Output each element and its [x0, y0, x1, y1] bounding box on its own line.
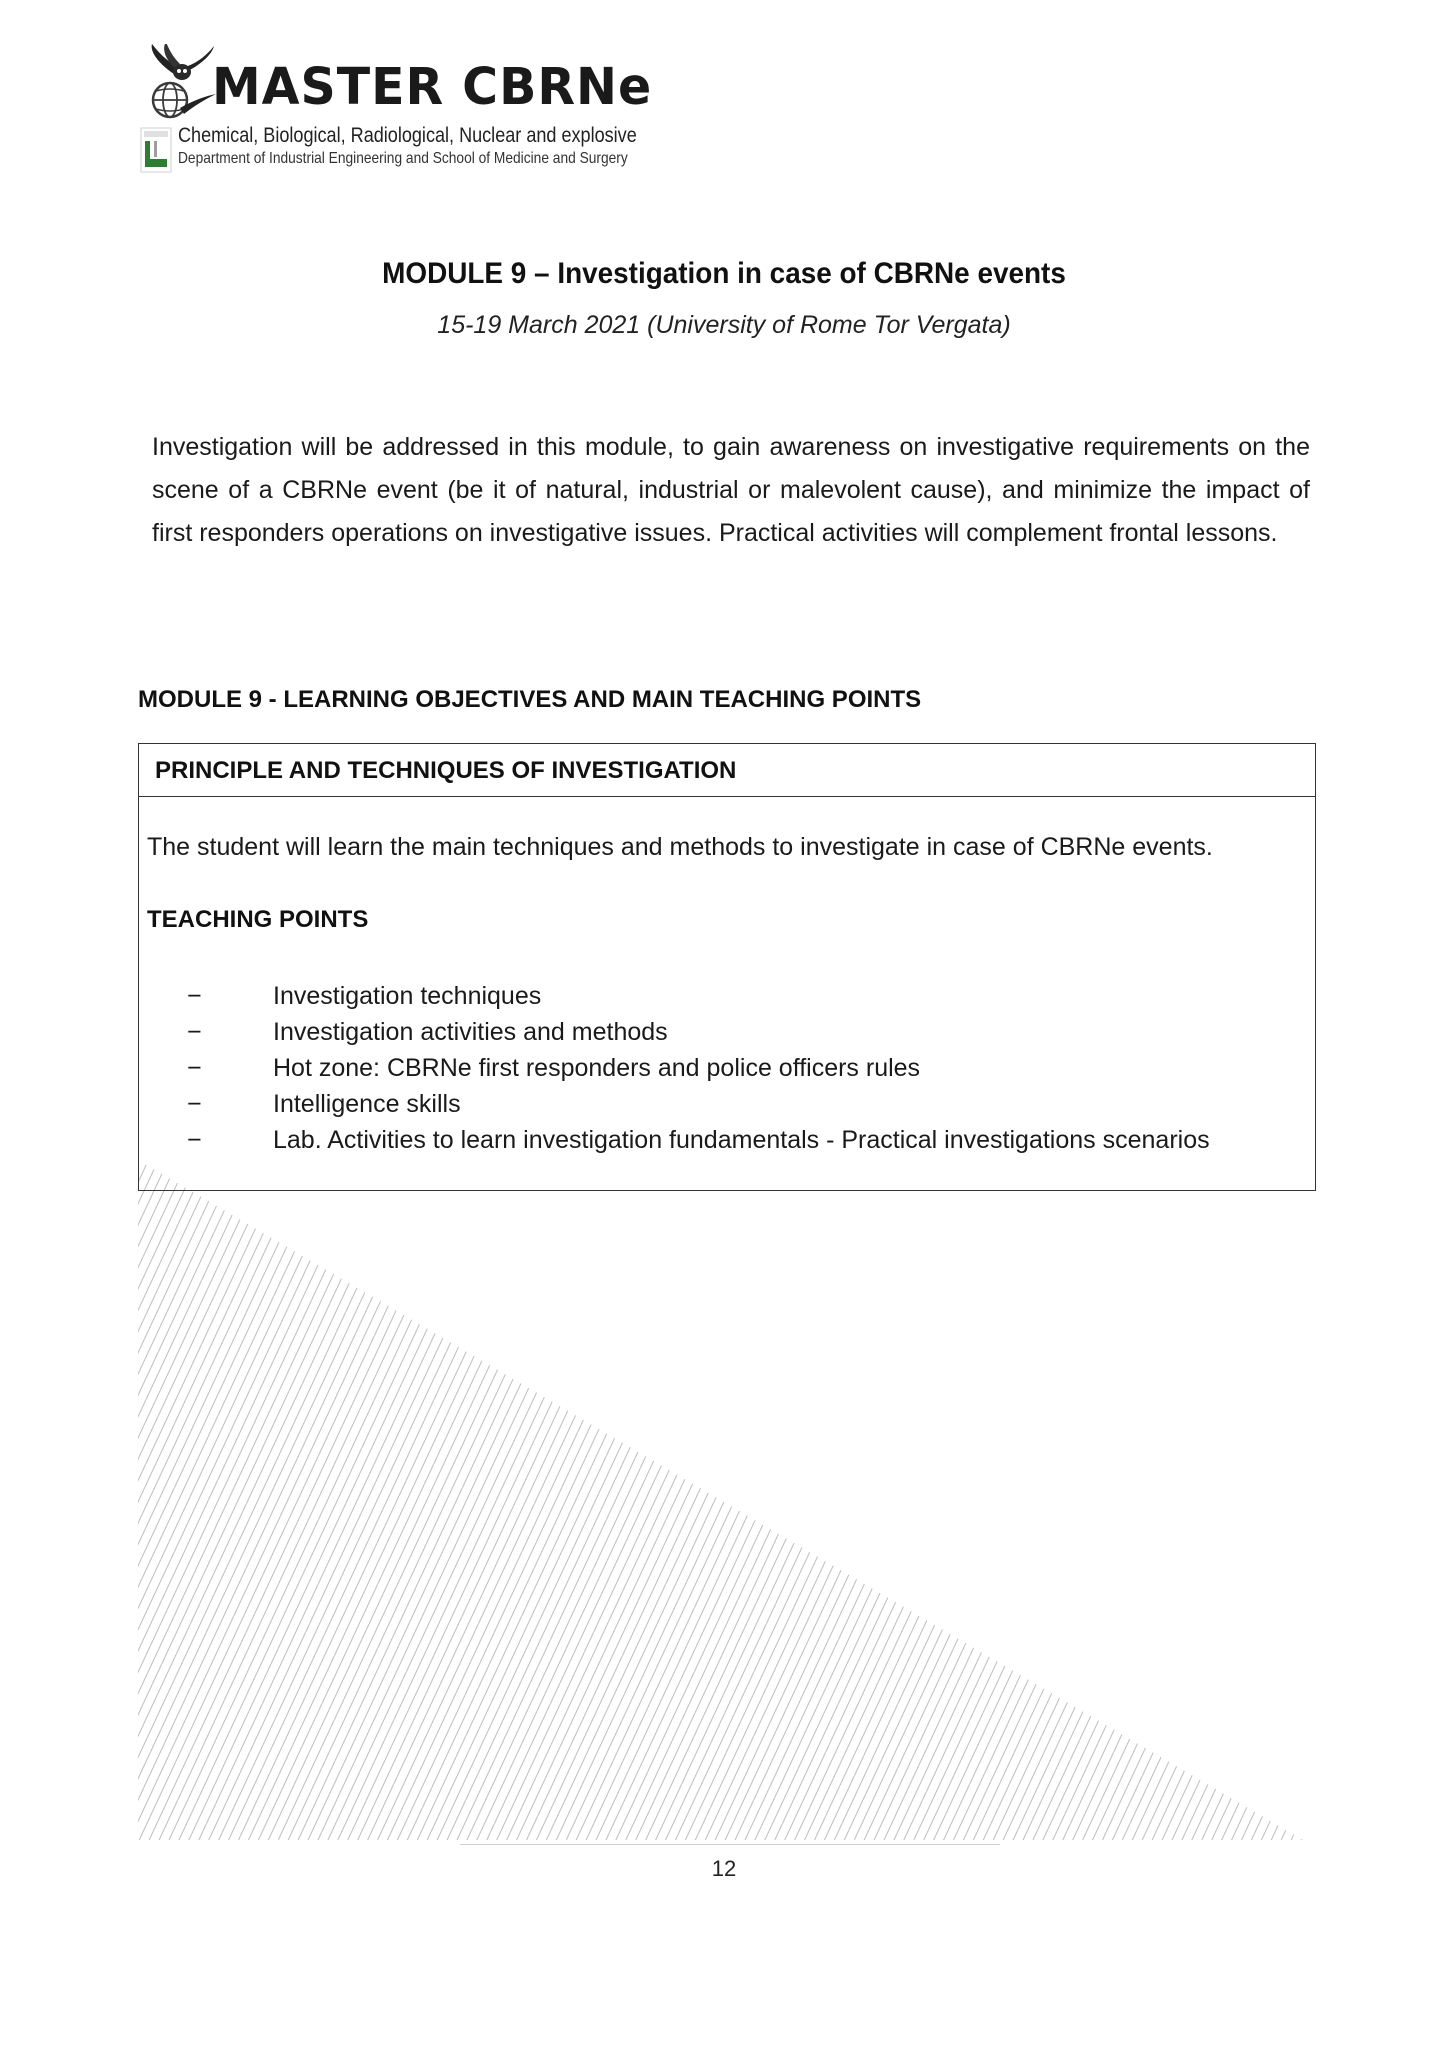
list-item	[187, 1014, 1210, 1050]
logo-title: MASTER CBRNe	[212, 58, 653, 117]
teaching-points-list	[187, 978, 1210, 1158]
logo-subtitle: Chemical, Biological, Radiological, Nuclear and explosive	[178, 124, 637, 147]
list-item	[187, 1050, 1210, 1086]
owl-globe-emblem-icon	[146, 44, 216, 124]
logo	[140, 42, 653, 177]
bullet-dash: −	[187, 1054, 202, 1082]
teaching-points-label: TEACHING POINTS	[147, 906, 369, 933]
objectives-box	[138, 743, 1316, 1191]
box-header: PRINCIPLE AND TECHNIQUES OF INVESTIGATION	[139, 744, 1315, 797]
list-item	[187, 1086, 1210, 1122]
list-item	[187, 1122, 1210, 1158]
module-dates: 15-19 March 2021 (University of Rome Tor Vergata)	[437, 311, 1011, 339]
logo-department: Department of Industrial Engineering and School of Medicine and Surgery	[178, 150, 628, 167]
box-description: The student will learn the main techniques and methods to investigate in case of CBRNe events.	[147, 833, 1213, 861]
list-item	[187, 978, 1210, 1014]
bullet-dash: −	[187, 1126, 202, 1154]
list-item-text: Hot zone: CBRNe first responders and police officers rules	[273, 1054, 921, 1082]
intro-paragraph: Investigation will be addressed in this module, to gain awareness on investigative requirements on the scene of a CBRNe event (be it of natural, industrial or malevolent cause), and minimize the impact of first responders operations on investigative issues. Practical activities will complement frontal lessons.	[152, 433, 1310, 547]
decorative-hatching	[138, 1160, 1308, 1840]
list-item-text: Lab. Activities to learn investigation fundamentals - Practical investigations scenarios	[273, 1126, 1210, 1154]
bullet-dash: −	[187, 1090, 202, 1118]
footer-divider	[460, 1844, 1000, 1845]
bullet-dash: −	[187, 982, 202, 1010]
objectives-heading: MODULE 9 - LEARNING OBJECTIVES AND MAIN TEACHING POINTS	[138, 686, 922, 713]
bullet-dash: −	[187, 1018, 202, 1046]
university-seal-icon	[140, 127, 172, 173]
list-item-text: Investigation techniques	[273, 982, 542, 1010]
module-title: MODULE 9 – Investigation in case of CBRNe events	[382, 257, 1066, 290]
page-number: 12	[711, 1856, 737, 1881]
list-item-text: Investigation activities and methods	[273, 1018, 668, 1046]
list-item-text: Intelligence skills	[273, 1090, 461, 1118]
